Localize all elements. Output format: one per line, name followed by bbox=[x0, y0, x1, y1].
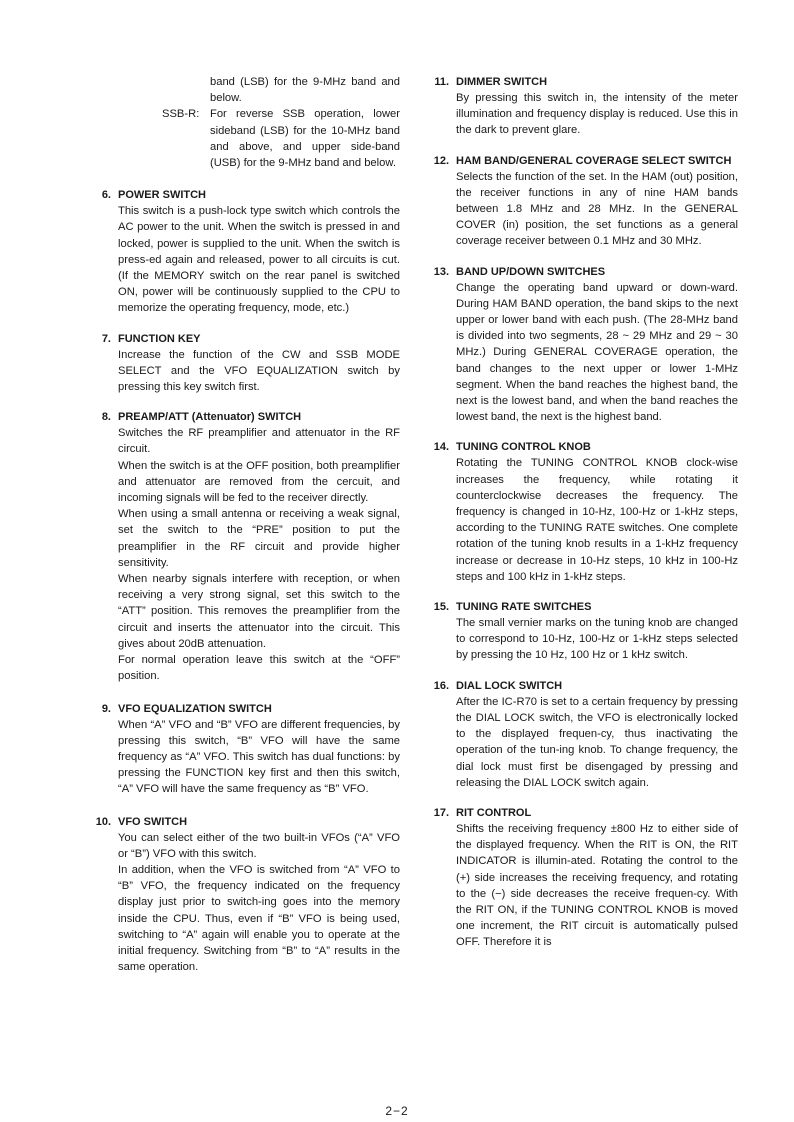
section-band-up-down-switches bbox=[433, 264, 738, 426]
section-vfo-switch bbox=[95, 814, 400, 976]
section-heading bbox=[430, 805, 738, 821]
section-heading bbox=[430, 678, 738, 694]
page-number: 2−2 bbox=[385, 1104, 409, 1118]
section-paragraph: Increase the function of the CW and SSB MODE SELECT and the VFO EQUALIZATION switch by pressing this key switch first. bbox=[118, 348, 400, 394]
section-paragraph: When “A” VFO and “B” VFO are different frequencies, by pressing this switch, “B” VFO will have the same frequency as “A” VFO. This switch has dual functions: by pressing the FUNCTION key first and then this switch, “A” VFO will have the same frequency as “B” VFO. bbox=[118, 718, 400, 796]
section-heading bbox=[430, 264, 738, 280]
section-title: VFO SWITCH bbox=[118, 815, 188, 828]
section-number: 10. bbox=[95, 815, 111, 828]
section-paragraph: The small vernier marks on the tuning knob are changed to correspond to 10-Hz, 100-Hz or 1-kHz steps selected by pressing the 10 Hz, 100 Hz or 1 kHz switch. bbox=[456, 617, 738, 662]
section-heading bbox=[92, 814, 400, 830]
section-function-key bbox=[101, 331, 400, 396]
intro-term: SSB-R: bbox=[162, 108, 200, 121]
section-number: 9. bbox=[101, 702, 111, 715]
section-heading bbox=[430, 439, 738, 455]
section-number: 7. bbox=[101, 332, 111, 345]
section-power-switch bbox=[101, 187, 400, 316]
intro-row bbox=[162, 106, 400, 171]
section-paragraph: After the IC-R70 is set to a certain frequency by pressing the DIAL LOCK switch, the VFO is electronically locked to the displayed frequen-cy, thus inactivating the operation of the tun-ing knob. To change frequency, the dial lock must first be disengaged by pressing and releasing the DIAL LOCK switch again. bbox=[456, 695, 738, 789]
section-heading bbox=[92, 331, 400, 347]
section-heading bbox=[430, 74, 738, 90]
section-preamp-att-switch bbox=[101, 409, 400, 684]
section-heading bbox=[92, 701, 400, 717]
section-title: HAM BAND/GENERAL COVERAGE SELECT SWITCH bbox=[456, 154, 732, 167]
intro-text: For reverse SSB operation, lower sideband (LSB) for the 10-MHz band and above, and upper side-band (USB) for the 9-MHz band and below. bbox=[210, 108, 400, 170]
left-column bbox=[95, 74, 400, 975]
section-heading bbox=[430, 599, 738, 615]
intro-text: band (LSB) for the 9-MHz band and below. bbox=[210, 76, 400, 105]
section-paragraph: In addition, when the VFO is switched from “A” VFO to “B” VFO, the frequency indicated on the frequency display just prior to switch-ing goes into the memory inside the CPU. Thus, even if “B” VFO is being used, switching to “A” again will enable you to operate at the initial frequency. Switching from “B” to “A” results in the same operation. bbox=[118, 863, 400, 974]
section-number: 8. bbox=[101, 411, 111, 424]
section-paragraph: For normal operation leave this switch at the “OFF” position. bbox=[118, 654, 400, 683]
mode-descriptions bbox=[162, 74, 400, 171]
section-title: PREAMP/ATT (Attenuator) SWITCH bbox=[118, 411, 302, 424]
section-number: 13. bbox=[433, 265, 449, 278]
section-paragraph: Change the operating band upward or down-ward. During HAM BAND operation, the band skips to the next upper or lower band with each push. (The 28-MHz band is divided into two segments, 28 ~ 29 MHz and 29 ~ 30 MHz.) During GENERAL COVERAGE operation, the band changes to the next upper or lower 1-MHz segment. When the band reaches the highest band, the next is the lowest band, and when the band reaches the lowest band, the next is the highest band. bbox=[456, 281, 738, 424]
section-title: DIAL LOCK SWITCH bbox=[456, 679, 563, 692]
section-paragraph: You can select either of the two built-in VFOs (“A” VFO or “B”) VFO with this switch. bbox=[118, 831, 400, 860]
section-paragraph: Rotating the TUNING CONTROL KNOB clock-wise increases the frequency, while rotating it counterclockwise decreases the frequency. The frequency is changed in 10-Hz, 100-Hz or 1-kHz steps, according to the TUNING RATE switches. One complete rotation of the tuning knob results in a 1-kHz frequency increase or decrease in 10-Hz steps, 10 kHz in 100-Hz steps and 100 kHz in 1-kHz steps. bbox=[456, 457, 738, 583]
section-paragraph: This switch is a push-lock type switch which controls the AC power to the unit. When the switch is pressed in and locked, power is supplied to the unit. When the switch is press-ed again and released, power to all circuits is cut. (If the MEMORY switch on the rear panel is switched ON, power will be continuously supplied to the CPU to memorize the operating frequency, mode, etc.) bbox=[118, 205, 400, 315]
section-paragraph: Selects the function of the set. In the HAM (out) position, the receiver functions in any of nine HAM bands between 1.8 MHz and 28 MHz. In the GENERAL COVER (in) position, the set functions as a general coverage receiver between 0.1 MHz and 30 MHz. bbox=[456, 170, 738, 248]
section-heading bbox=[430, 153, 738, 169]
section-dial-lock-switch bbox=[433, 678, 738, 791]
section-rit-control bbox=[433, 805, 738, 951]
section-title: POWER SWITCH bbox=[118, 189, 206, 202]
section-paragraph: When nearby signals interfere with reception, or when receiving a very strong signal, set this switch to the “ATT” position. This removes the preamplifier from the circuit and inserts the attenuator into the circuit. This gives about 20dB attenuation. bbox=[118, 573, 400, 650]
section-heading bbox=[92, 187, 400, 203]
section-number: 16. bbox=[433, 679, 449, 692]
section-number: 12. bbox=[433, 154, 449, 167]
section-title: TUNING RATE SWITCHES bbox=[456, 601, 592, 614]
section-title: RIT CONTROL bbox=[456, 806, 532, 819]
section-title: VFO EQUALIZATION SWITCH bbox=[118, 702, 272, 715]
section-dimmer-switch bbox=[434, 74, 738, 139]
section-number: 17. bbox=[433, 806, 449, 819]
section-title: DIMMER SWITCH bbox=[456, 76, 548, 88]
section-title: BAND UP/DOWN SWITCHES bbox=[456, 265, 606, 278]
section-paragraph: Switches the RF preamplifier and attenuator in the RF circuit. bbox=[118, 427, 400, 456]
section-paragraph: When using a small antenna or receiving a weak signal, set the switch to the “PRE” position to put the preamplifier in the RF circuit and provide higher sensitivity. bbox=[118, 508, 400, 569]
section-paragraph: When the switch is at the OFF position, both preamplifier and attenuator are removed from the cercuit, and incoming signals will be fed to the receiver directly. bbox=[118, 459, 400, 505]
section-tuning-rate-switches bbox=[433, 599, 738, 664]
section-paragraph: By pressing this switch in, the intensity of the meter illumination and frequency display is reduced. Use this in the dark to prevent glare. bbox=[456, 92, 738, 137]
section-vfo-equalization-switch bbox=[101, 701, 400, 798]
section-number: 6. bbox=[101, 189, 111, 202]
section-number: 11. bbox=[434, 76, 449, 88]
section-number: 14. bbox=[433, 441, 449, 454]
section-heading bbox=[92, 409, 400, 425]
intro-row bbox=[162, 74, 400, 106]
section-ham-band-general-coverage bbox=[433, 153, 738, 250]
section-tuning-control-knob bbox=[433, 439, 738, 585]
right-column bbox=[433, 74, 738, 951]
section-paragraph: Shifts the receiving frequency ±800 Hz to either side of the displayed frequency. When the RIT is ON, the RIT INDICATOR is illumin-ated. Rotating the control to the (+) side increases the receiving frequency, and rotating to the (−) side decreases the receive frequen-cy. With the RIT ON, if the TUNING CONTROL KNOB is moved one increment, the RIT circuit is automatically pulsed OFF. Therefore it is bbox=[456, 822, 738, 949]
section-title: FUNCTION KEY bbox=[118, 332, 201, 345]
section-title: TUNING CONTROL KNOB bbox=[456, 441, 591, 454]
section-number: 15. bbox=[433, 601, 449, 614]
